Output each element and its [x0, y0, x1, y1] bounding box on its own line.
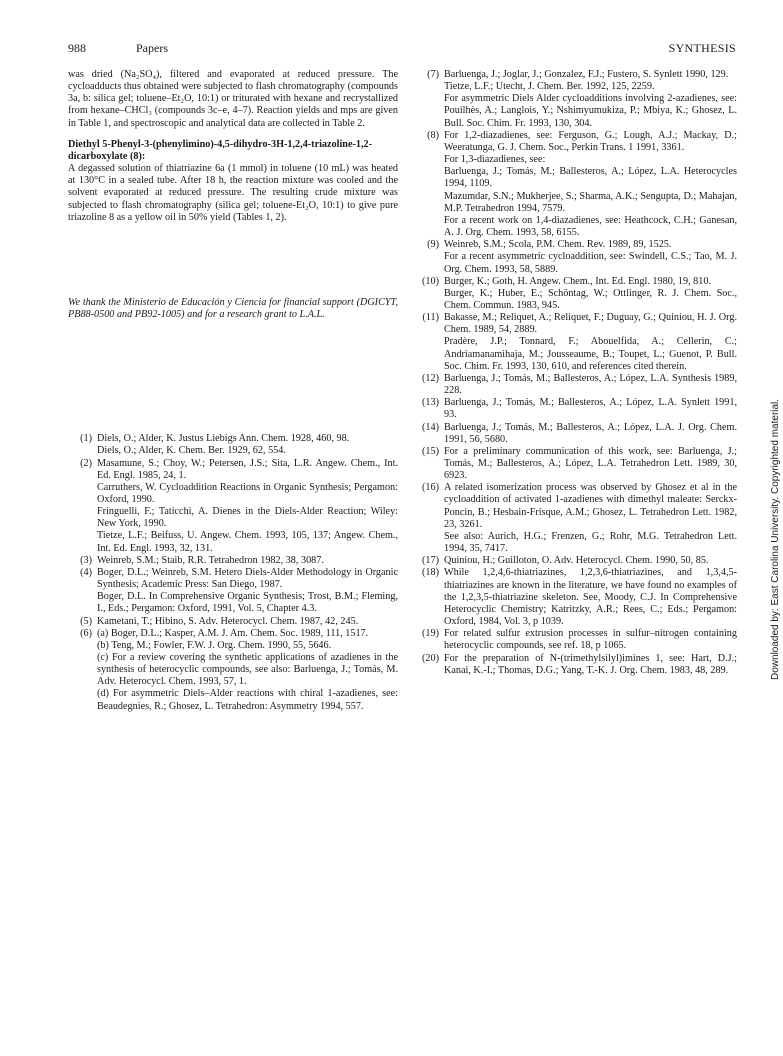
reference-item	[415, 239, 737, 275]
reference-line: For asymmetric Diels Alder cycloadditions involving 2-azadienes, see: Pouilhès, A.; Langlois, Y.; Nshimyumukiza, P.; Mbiya, K.; Ghosez, L. Bull. Soc. Chim. Fr. 1993, 130, 304.	[444, 93, 737, 129]
reference-body	[444, 482, 737, 555]
reference-number: (2)	[80, 457, 92, 469]
journal-name: SYNTHESIS	[668, 41, 736, 55]
reference-item	[415, 373, 737, 397]
reference-number: (13)	[422, 397, 439, 409]
reference-line: (d) For asymmetric Diels–Alder reactions with chiral 1-azadienes, see: Beaudegnies, R.; Ghosez, L. Tetrahedron: Asymmetry 1994, 557.	[97, 688, 398, 712]
reference-number: (15)	[422, 445, 439, 457]
reference-body	[97, 616, 398, 628]
reference-body	[97, 433, 398, 457]
compound-title: Diethyl 5-Phenyl-3-(phenylimino)-4,5-dihydro-3H-1,2,4-triazoline-1,2-dicarboxylate (8):	[68, 138, 373, 162]
reference-line: (b) Teng, M.; Fowler, F.W. J. Org. Chem. 1990, 55, 5646.	[97, 639, 332, 651]
reference-body	[444, 422, 737, 446]
reference-body	[444, 446, 737, 482]
reference-line: Barluenga, J.; Tomás, M.; Ballesteros, A.; López, L.A. Heterocycles 1994, 1109.	[444, 166, 737, 190]
reference-number: (14)	[422, 421, 439, 433]
reference-line: Boger, D.L. In Comprehensive Organic Synthesis; Trost, B.M.; Fleming, I., Eds.; Pergamon: Oxford, 1991, Vol. 5, Chapter 4.3.	[97, 591, 398, 615]
reference-body	[444, 397, 737, 421]
reference-number: (4)	[80, 566, 92, 578]
reference-line: Carruthers, W. Cycloaddition Reactions in Organic Synthesis; Pergamon: Oxford, 1990.	[97, 481, 398, 505]
reference-item	[415, 446, 737, 482]
section-label: Papers	[136, 41, 168, 55]
reference-line: Tietze, L.F.; Beifuss, U. Angew. Chem. 1993, 105, 137; Angew. Chem., Int. Ed. Engl. 1993, 32, 131.	[97, 530, 398, 554]
reference-line: Diels, O.; Alder, K. Justus Liebigs Ann. Chem. 1928, 460, 98.	[97, 433, 350, 445]
reference-line: For a recent asymmetric cycloaddition, see: Swindell, C.S.; Tao, M. J. Org. Chem. 1993, 58, 5889.	[444, 251, 737, 275]
reference-item	[415, 567, 737, 628]
reference-item	[415, 397, 737, 421]
reference-item	[415, 69, 737, 130]
reference-body	[444, 555, 737, 567]
experimental-paragraph: was dried (Na₂SO₄), filtered and evaporated at reduced pressure. The cycloadducts thus obtained were subjected to flash chromatography (compounds 3a, b: silica gel; toluene–Et₂O, 10:1) or triturated with hexane and recrystallized from hexane–CHCl₃ (compounds 3c–e, 4–7). Reaction yields and mps are given in Table 1, and spectroscopic and analytical data are collected in Table 2.	[68, 69, 398, 129]
reference-number: (9)	[427, 239, 439, 251]
reference-line: Burger, K.; Goth, H. Angew. Chem., Int. Ed. Engl. 1980, 19, 810.	[444, 275, 711, 287]
reference-line: Mazumdar, S.N.; Mukherjee, S.; Sharma, A.K.; Sengupta, D.; Mahajan, M.P. Tetrahedron 1994, 7579.	[444, 190, 737, 214]
reference-number: (5)	[80, 615, 92, 627]
reference-body	[444, 69, 737, 130]
reference-number: (3)	[80, 554, 92, 566]
reference-line: Pradère, J.P.; Tonnard, F.; Abouelfida, A.; Cellerin, C.; Andriamanamihaja, M.; Jousseaume, B.; Toupet, L.; Guenot, P. Bull. Soc. Chim. Fr. 1993, 130, 610, and references cited therein.	[444, 336, 737, 372]
download-notice	[770, 380, 781, 680]
reference-item	[415, 312, 737, 373]
reference-body	[444, 239, 737, 275]
reference-item	[68, 458, 398, 555]
reference-number: (7)	[427, 69, 439, 80]
reference-item	[415, 555, 737, 567]
reference-line: (c) For a review covering the synthetic applications of azadienes in the synthesis of heterocyclic compounds, see also: Barluenga, J.; Tomás, M. Adv. Heterocycl. Chem. 1993, 57, 1.	[97, 652, 398, 688]
reference-number: (18)	[422, 567, 439, 579]
reference-body	[444, 628, 737, 652]
reference-number: (19)	[422, 628, 439, 640]
reference-item	[415, 482, 737, 555]
reference-item	[68, 433, 398, 457]
reference-line: For a preliminary communication of this work, see: Barluenga, J.; Tomás, M.; Ballesteros, A.; López, L.A. Tetrahedron Lett. 1989, 30, 6923.	[444, 445, 737, 482]
reference-line: Burger, K.; Huber, E.; Schöntag, W.; Ottlinger, R. J. Chem. Soc., Chem. Commun. 1983, 945.	[444, 287, 737, 311]
reference-item	[68, 628, 398, 713]
reference-body	[444, 653, 737, 677]
reference-line: A related isomerization process was observed by Ghosez et al in the cycloaddition of activated 1-azadienes with dimethyl maleate: Serckx-Poncin, B.; Hesbain-Frisque, A.M.; Ghosez, L. Tetrahedron Lett. 1982, 23, 3261.	[444, 482, 737, 530]
references-left	[68, 433, 398, 713]
reference-line: Fringuelli, F.; Taticchi, A. Dienes in the Diels-Alder Reaction; Wiley: New York, 1990.	[97, 506, 398, 530]
reference-line: For 1,3-diazadienes, see:	[444, 154, 546, 166]
reference-item	[415, 130, 737, 239]
reference-item	[68, 555, 398, 567]
reference-number: (17)	[422, 555, 439, 567]
reference-item	[68, 567, 398, 616]
page-header	[68, 41, 736, 57]
reference-line: Bakasse, M.; Reliquet, A.; Reliquet, F.; Duguay, G.; Quiniou, H. J. Org. Chem. 1989, 54, 2889.	[444, 312, 737, 336]
reference-line: (a) Boger, D.L.; Kasper, A.M. J. Am. Chem. Soc. 1989, 111, 1517.	[97, 627, 369, 639]
reference-number: (12)	[422, 372, 439, 384]
reference-line: For the preparation of N-(trimethylsilyl)imines 1, see: Hart, D.J.; Kanai, K.-I.; Thomas, D.G.; Yang, T.-K. J. Org. Chem. 1983, 48, 289.	[444, 652, 737, 676]
reference-body	[444, 130, 737, 239]
reference-body	[97, 555, 398, 567]
reference-line: Barluenga, J.; Joglar, J.; Gonzalez, F.J.; Fustero, S. Synlett 1990, 129.	[444, 69, 729, 80]
reference-body	[444, 567, 737, 628]
reference-number: (11)	[422, 312, 439, 324]
reference-item	[415, 422, 737, 446]
left-column	[68, 69, 398, 713]
reference-line: For a recent work on 1,4-diazadienes, see: Heathcock, C.H.; Ganesan, A. J. Org. Chem. 1993, 58, 6155.	[444, 214, 737, 239]
reference-line: Weinreb, S.M.; Staib, R.R. Tetrahedron 1982, 38, 3087.	[97, 554, 324, 566]
reference-item	[68, 616, 398, 628]
reference-number: (1)	[80, 433, 92, 445]
reference-number: (16)	[422, 482, 439, 494]
reference-item	[415, 628, 737, 652]
reference-number: (20)	[422, 652, 439, 664]
reference-body	[97, 567, 398, 616]
reference-item	[415, 653, 737, 677]
reference-body	[97, 628, 398, 713]
reference-body	[97, 458, 398, 555]
reference-line: Barluenga, J.; Tomás, M.; Ballesteros, A.; López, L.A. Synthesis 1989, 228.	[444, 372, 737, 397]
reference-line: See also: Aurich, H.G.; Frenzen, G.; Rohr, M.G. Tetrahedron Lett. 1994, 35, 7417.	[444, 530, 737, 555]
compound-procedure: A degassed solution of thiatriazine 6a (1 mmol) in toluene (10 mL) was heated at 130°C in a sealed tube. After 18 h, the reaction mixture was cooled and the solvent evaporated at reduced pressure. The resulting crude mixture was subjected to flash chromatography (silica gel; toluene-Et₂O, 10:1) to give pure triazoline 8 as a yellow oil in 50% yield (Tables 1, 2).	[68, 163, 398, 223]
reference-number: (6)	[80, 627, 92, 639]
reference-body	[444, 373, 737, 397]
reference-line: Barluenga, J.; Tomás, M.; Ballesteros, A.; López, L.A. Synlett 1991, 93.	[444, 397, 737, 421]
reference-line: Diels, O.; Alder, K. Chem. Ber. 1929, 62, 554.	[97, 445, 286, 457]
reference-line: Tietze, L.F.; Utecht, J. Chem. Ber. 1992, 125, 2259.	[444, 81, 655, 93]
reference-body	[444, 276, 737, 312]
reference-line: For 1,2-diazadienes, see: Ferguson, G.; Lough, A.J.; Mackay, D.; Weeratunga, G. J. Chem. Soc., Perkin Trans. 1 1991, 3361.	[444, 129, 737, 153]
reference-line: Masamune, S.; Choy, W.; Petersen, J.S.; Sita, L.R. Angew. Chem., Int. Ed. Engl. 1985, 24, 1.	[97, 457, 398, 481]
reference-item	[415, 276, 737, 312]
page-number: 988	[68, 41, 86, 55]
acknowledgement: We thank the Ministerio de Educación y Ciencia for financial support (DGICYT, PB88-0500 and PB92-1005) and for a research grant to L.A.L.	[68, 296, 398, 321]
reference-line: Kametani, T.; Hibino, S. Adv. Heterocycl. Chem. 1987, 42, 245.	[97, 615, 359, 627]
reference-line: Barluenga, J.; Tomás, M.; Ballesteros, A.; López, L.A. J. Org. Chem. 1991, 56, 5680.	[444, 421, 737, 445]
references-right	[415, 69, 737, 677]
reference-number: (10)	[422, 275, 439, 287]
reference-line: Quiniou, H.; Guilloton, O. Adv. Heterocycl. Chem. 1990, 50, 85.	[444, 555, 709, 567]
reference-line: For related sulfur extrusion processes in sulfur–nitrogen containing heterocyclic compounds, see ref. 18, p 1065.	[444, 628, 737, 652]
reference-body	[444, 312, 737, 373]
download-notice-text: Downloaded by: East Carolina University. Copyrighted material.	[770, 398, 781, 680]
reference-line: While 1,2,4,6-thiatriazines, 1,2,3,6-thiatriazines, and 1,3,4,5-thiatriazines are known in the literature, we have found no examples of the 1,2,3,5-thiatriazine skeleton. See, Moody, C.J. In Comprehensive Heterocyclic Chemistry; Katritzky, A.R.; Rees, C.; Eds.; Pergamon: Oxford, 1984, Vol. 3, p 1039.	[444, 567, 737, 628]
reference-line: Weinreb, S.M.; Scola, P.M. Chem. Rev. 1989, 89, 1525.	[444, 239, 672, 251]
reference-line: Boger, D.L.; Weinreb, S.M. Hetero Diels-Alder Methodology in Organic Synthesis; Academic Press: San Diego, 1987.	[97, 566, 398, 591]
reference-number: (8)	[427, 129, 439, 141]
